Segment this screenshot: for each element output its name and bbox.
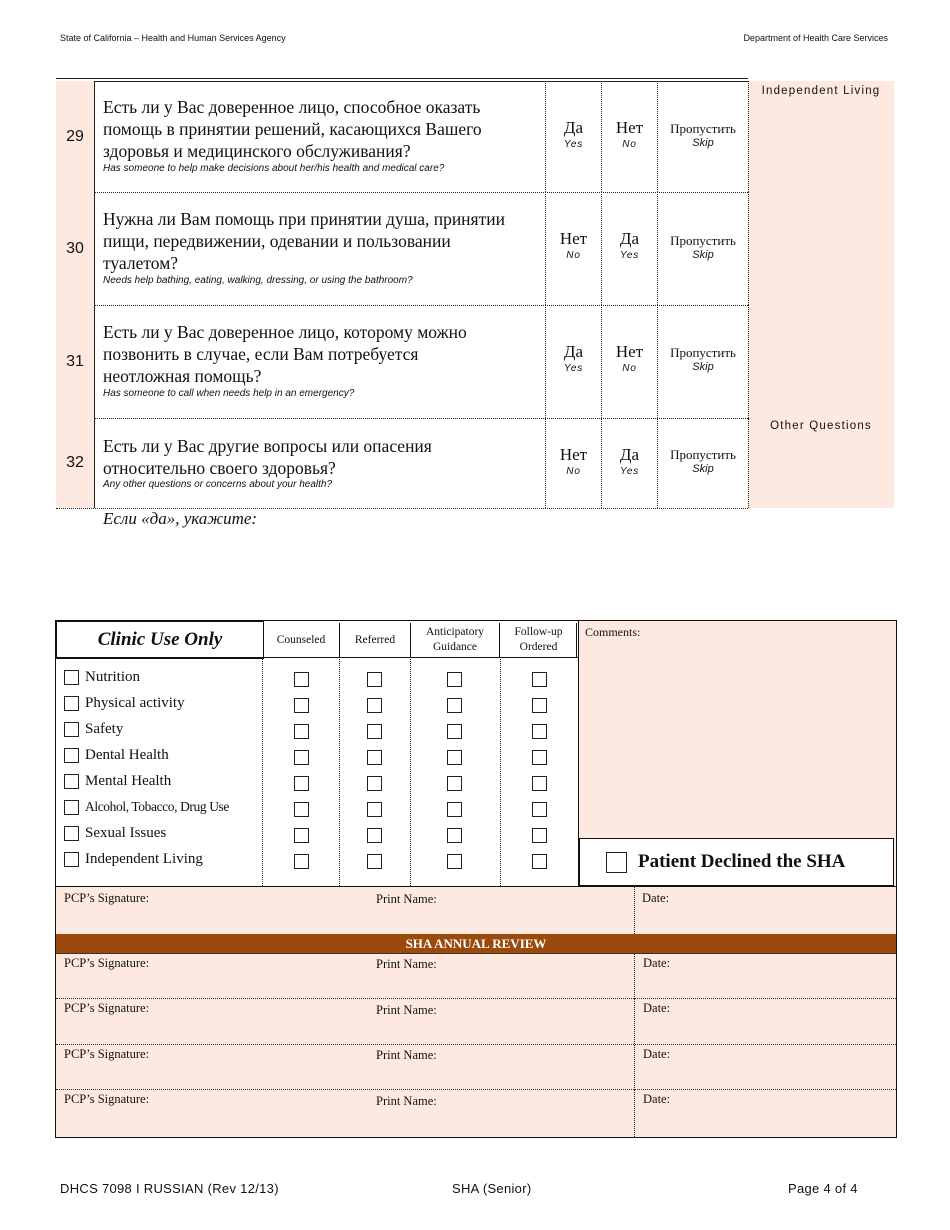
- answer-option-skip[interactable]: Пропустить Skip: [657, 305, 749, 418]
- anticipatory-guidance-checkbox[interactable]: [447, 776, 462, 791]
- item-checkbox[interactable]: [64, 826, 79, 841]
- question-row-29: [56, 81, 748, 192]
- answer-option-no[interactable]: Нет No: [601, 81, 657, 192]
- item-label: Safety: [85, 721, 124, 737]
- counseled-checkbox[interactable]: [294, 776, 309, 791]
- counseled-checkbox[interactable]: [294, 724, 309, 739]
- follow-up-ordered-checkbox[interactable]: [532, 854, 547, 869]
- date-label: Date:: [643, 956, 671, 970]
- question-text: Есть ли у Вас доверенное лицо, способное оказать помощь в принятии решений, касающихся Вашего здоровья и медицинского обслуживания? Has someone to help make decisions about her/his health and medical care?: [94, 81, 546, 192]
- item-label: Sexual Issues: [85, 825, 167, 841]
- question-text: Нужна ли Вам помощь при принятии душа, принятии пищи, передвижении, одевании и пользовании туалетом? Needs help bathing, eating, walking, dressing, or using the bathroom?: [94, 192, 546, 305]
- item-label: Mental Health: [85, 773, 172, 789]
- column-counseled: Counseled: [263, 623, 340, 657]
- section-other-questions: Other Questions: [748, 416, 894, 508]
- clinic-item-physical-activity[interactable]: [64, 695, 185, 712]
- follow-up-ordered-checkbox[interactable]: [532, 750, 547, 765]
- pcp-signature-label: PCP’s Signature:: [64, 1001, 150, 1015]
- patient-declined-label: Patient Declined the SHA: [638, 851, 846, 872]
- referred-checkbox[interactable]: [367, 672, 382, 687]
- comments-area[interactable]: [580, 641, 894, 837]
- item-label: Nutrition: [85, 669, 140, 685]
- anticipatory-guidance-checkbox[interactable]: [447, 698, 462, 713]
- referred-checkbox[interactable]: [367, 776, 382, 791]
- item-label: Physical activity: [85, 695, 185, 711]
- clinic-item-safety[interactable]: [64, 721, 123, 738]
- section-independent-living: Independent Living: [748, 81, 894, 416]
- anticipatory-guidance-checkbox[interactable]: [447, 802, 462, 817]
- clinic-item-independent-living[interactable]: [64, 851, 203, 868]
- follow-up-ordered-checkbox[interactable]: [532, 828, 547, 843]
- footer-form-number: DHCS 7098 I RUSSIAN (Rev 12/13): [60, 1181, 279, 1196]
- column-referred: Referred: [340, 623, 411, 657]
- answer-option-skip[interactable]: Пропустить Skip: [657, 192, 749, 305]
- pcp-signature-row[interactable]: [56, 886, 896, 934]
- answer-option-skip[interactable]: Пропустить Skip: [657, 81, 749, 192]
- question-table: [56, 78, 894, 508]
- question-text: Есть ли у Вас другие вопросы или опасения относительно своего здоровья? Any other questions or concerns about your health?: [94, 418, 546, 508]
- clinic-use-box: [55, 620, 897, 1138]
- date-label: Date:: [643, 1047, 671, 1061]
- counseled-checkbox[interactable]: [294, 828, 309, 843]
- header-department: Department of Health Care Services: [743, 33, 888, 43]
- follow-up-ordered-checkbox[interactable]: [532, 698, 547, 713]
- question-number: 29: [56, 81, 94, 192]
- print-name-label: Print Name:: [376, 1003, 437, 1017]
- answer-option-skip[interactable]: Пропустить Skip: [657, 418, 749, 508]
- referred-checkbox[interactable]: [367, 802, 382, 817]
- referred-checkbox[interactable]: [367, 698, 382, 713]
- anticipatory-guidance-checkbox[interactable]: [447, 672, 462, 687]
- print-name-label: Print Name:: [376, 957, 437, 971]
- column-follow-up-ordered: Follow-up Ordered: [501, 623, 577, 657]
- item-checkbox[interactable]: [64, 722, 79, 737]
- clinic-item-alcohol-tobacco-drug-use[interactable]: [64, 799, 229, 815]
- answer-option-yes[interactable]: Да Yes: [601, 192, 657, 305]
- annual-review-row[interactable]: [56, 1044, 896, 1090]
- counseled-checkbox[interactable]: [294, 750, 309, 765]
- item-label: Independent Living: [85, 851, 203, 867]
- item-checkbox[interactable]: [64, 800, 79, 815]
- patient-declined-checkbox[interactable]: [606, 852, 627, 873]
- item-checkbox[interactable]: [64, 774, 79, 789]
- annual-review-row[interactable]: [56, 953, 896, 999]
- pcp-signature-label: PCP’s Signature:: [64, 891, 150, 905]
- item-checkbox[interactable]: [64, 748, 79, 763]
- clinic-item-dental-health[interactable]: [64, 747, 169, 764]
- print-name-label: Print Name:: [376, 1094, 437, 1108]
- annual-review-header: SHA ANNUAL REVIEW: [56, 934, 896, 953]
- question-number: 31: [56, 305, 94, 418]
- pcp-signature-label: PCP’s Signature:: [64, 1092, 150, 1106]
- item-checkbox[interactable]: [64, 670, 79, 685]
- referred-checkbox[interactable]: [367, 854, 382, 869]
- print-name-label: Print Name:: [376, 1048, 437, 1062]
- date-label: Date:: [643, 1001, 671, 1015]
- follow-up-ordered-checkbox[interactable]: [532, 672, 547, 687]
- answer-option-no[interactable]: Нет No: [545, 192, 601, 305]
- pcp-signature-label: PCP’s Signature:: [64, 956, 150, 970]
- referred-checkbox[interactable]: [367, 724, 382, 739]
- answer-option-no[interactable]: Нет No: [601, 305, 657, 418]
- date-label: Date:: [643, 1092, 671, 1106]
- question-number: 30: [56, 192, 94, 305]
- counseled-checkbox[interactable]: [294, 698, 309, 713]
- clinic-title: Clinic Use Only: [56, 621, 264, 659]
- clinic-item-mental-health[interactable]: [64, 773, 171, 790]
- annual-review-row[interactable]: [56, 998, 896, 1044]
- clinic-item-nutrition[interactable]: [64, 669, 140, 686]
- clinic-item-sexual-issues[interactable]: [64, 825, 166, 842]
- anticipatory-guidance-checkbox[interactable]: [447, 750, 462, 765]
- if-yes-specify: Если «да», укажите:: [103, 509, 258, 528]
- item-label: Dental Health: [85, 747, 169, 763]
- referred-checkbox[interactable]: [367, 750, 382, 765]
- pcp-signature-label: PCP’s Signature:: [64, 1047, 150, 1061]
- follow-up-ordered-checkbox[interactable]: [532, 776, 547, 791]
- question-text: Есть ли у Вас доверенное лицо, которому можно позвонить в случае, если Вам потребуется неотложная помощь? Has someone to call when needs help in an emergency?: [94, 305, 546, 418]
- follow-up-ordered-checkbox[interactable]: [532, 724, 547, 739]
- annual-review-row[interactable]: [56, 1089, 896, 1137]
- answer-option-yes[interactable]: Да Yes: [601, 418, 657, 508]
- question-number: 32: [56, 418, 94, 508]
- date-label: Date:: [642, 891, 670, 905]
- counseled-checkbox[interactable]: [294, 672, 309, 687]
- question-row-31: [56, 305, 748, 418]
- item-label: Alcohol, Tobacco, Drug Use: [85, 799, 229, 814]
- follow-up-ordered-checkbox[interactable]: [532, 802, 547, 817]
- answer-option-yes[interactable]: Да Yes: [545, 305, 601, 418]
- anticipatory-guidance-checkbox[interactable]: [447, 854, 462, 869]
- column-anticipatory-guidance: Anticipatory Guidance: [411, 623, 500, 657]
- footer-page-number: Page 4 of 4: [788, 1181, 858, 1196]
- header-agency: State of California – Health and Human Services Agency: [60, 33, 286, 43]
- item-checkbox[interactable]: [64, 696, 79, 711]
- anticipatory-guidance-checkbox[interactable]: [447, 828, 462, 843]
- answer-option-no[interactable]: Нет No: [545, 418, 601, 508]
- question-row-30: [56, 192, 748, 305]
- comments-label: Comments:: [585, 625, 641, 639]
- anticipatory-guidance-checkbox[interactable]: [447, 724, 462, 739]
- print-name-label: Print Name:: [376, 892, 437, 906]
- counseled-checkbox[interactable]: [294, 854, 309, 869]
- patient-declined-box[interactable]: [579, 838, 894, 886]
- footer-form-name: SHA (Senior): [452, 1181, 532, 1196]
- referred-checkbox[interactable]: [367, 828, 382, 843]
- counseled-checkbox[interactable]: [294, 802, 309, 817]
- answer-option-yes[interactable]: Да Yes: [545, 81, 601, 192]
- item-checkbox[interactable]: [64, 852, 79, 867]
- question-row-32: [56, 418, 748, 508]
